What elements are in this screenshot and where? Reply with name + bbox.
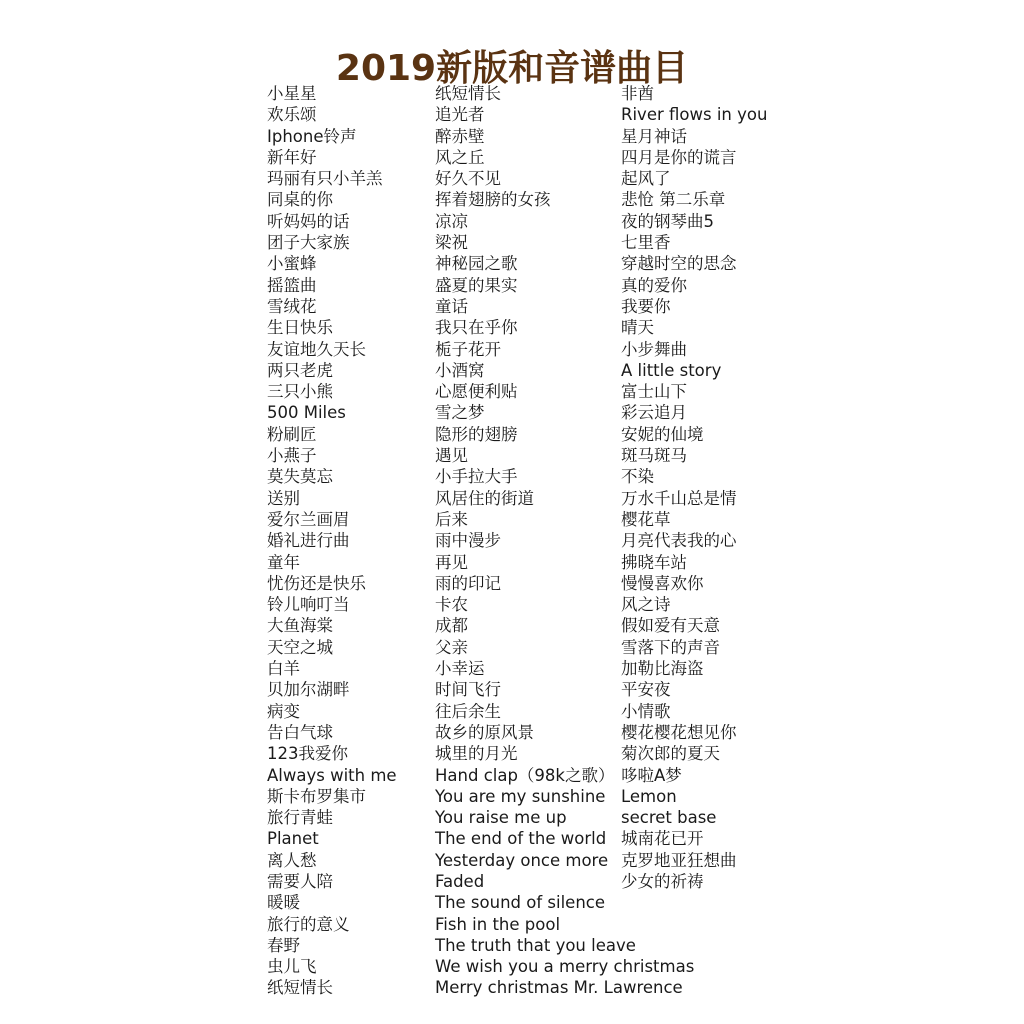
song-item: 斑马斑马: [621, 446, 687, 466]
song-item: 起风了: [621, 169, 671, 189]
song-item: 雪之梦: [435, 403, 485, 423]
song-item: 富士山下: [621, 382, 687, 402]
song-item: 旅行青蛙: [267, 808, 333, 828]
song-item: 城里的月光: [435, 744, 518, 764]
song-item: 斯卡布罗集市: [267, 786, 366, 806]
song-item: 告白气球: [267, 722, 333, 742]
song-item: 我要你: [621, 296, 671, 316]
song-item: 铃儿响叮当: [267, 595, 350, 615]
song-item: 好久不见: [435, 169, 501, 189]
song-item: 忧伤还是快乐: [267, 573, 366, 593]
song-item: 小步舞曲: [621, 339, 687, 359]
song-item: 克罗地亚狂想曲: [621, 850, 737, 870]
song-item: A little story: [621, 360, 722, 380]
song-item: 卡农: [435, 595, 468, 615]
song-item: 隐形的翅膀: [435, 424, 518, 444]
song-item: 加勒比海盗: [621, 659, 704, 679]
song-item: 小酒窝: [435, 360, 485, 380]
song-item: 粉刷匠: [267, 424, 317, 444]
song-item: 雪绒花: [267, 296, 317, 316]
song-item: 123我爱你: [267, 744, 348, 764]
song-item: 雨中漫步: [435, 531, 501, 551]
song-item: You are my sunshine: [435, 786, 606, 806]
song-item: 纸短情长: [267, 978, 333, 998]
song-item: 新年好: [267, 147, 317, 167]
song-item: 同桌的你: [267, 190, 333, 210]
song-item: 童话: [435, 296, 468, 316]
song-item: 哆啦A梦: [621, 765, 682, 785]
song-item: 我只在乎你: [435, 318, 518, 338]
song-item: You raise me up: [435, 808, 567, 828]
song-item: 暖暖: [267, 893, 300, 913]
song-item: 童年: [267, 552, 300, 572]
song-item: 离人愁: [267, 850, 317, 870]
song-item: Always with me: [267, 765, 397, 785]
song-item: 故乡的原风景: [435, 722, 534, 742]
song-item: 盛夏的果实: [435, 275, 518, 295]
song-item: 彩云追月: [621, 403, 687, 423]
song-item: 星月神话: [621, 126, 687, 146]
song-item: 贝加尔湖畔: [267, 680, 350, 700]
song-item: 春野: [267, 935, 300, 955]
song-item: 夜的钢琴曲5: [621, 211, 714, 231]
song-item: 雪落下的声音: [621, 637, 720, 657]
song-item: 小燕子: [267, 446, 317, 466]
song-item: 风居住的街道: [435, 488, 534, 508]
song-item: 小蜜蜂: [267, 254, 317, 274]
song-item: secret base: [621, 808, 717, 828]
song-item: 欢乐颂: [267, 105, 317, 125]
song-item: 少女的祈祷: [621, 871, 704, 891]
song-item: 两只老虎: [267, 360, 333, 380]
song-item: 往后余生: [435, 701, 501, 721]
song-item: 凉凉: [435, 211, 468, 231]
song-item: 小星星: [267, 84, 317, 103]
song-item: The end of the world: [435, 829, 607, 849]
song-item: 虫儿飞: [267, 957, 317, 977]
song-item: 爱尔兰画眉: [267, 509, 350, 529]
song-item: 摇篮曲: [267, 275, 317, 295]
song-item: 时间飞行: [435, 680, 501, 700]
song-item: 风之诗: [621, 595, 671, 615]
song-item: Hand clap（98k之歌）: [435, 765, 615, 785]
song-column-1: [267, 83, 397, 999]
song-item: Fish in the pool: [435, 914, 561, 934]
song-item: 玛丽有只小羊羔: [267, 169, 383, 189]
song-item: 平安夜: [621, 680, 671, 700]
song-item: 天空之城: [267, 637, 333, 657]
song-item: 遇见: [435, 446, 468, 466]
song-item: 真的爱你: [621, 275, 687, 295]
song-item: The truth that you leave: [435, 935, 636, 955]
song-item: 非酋: [621, 84, 654, 103]
song-item: 菊次郎的夏天: [621, 744, 720, 764]
song-item: 再见: [435, 552, 468, 572]
song-item: 月亮代表我的心: [621, 531, 737, 551]
song-item: 栀子花开: [435, 339, 501, 359]
song-item: Lemon: [621, 786, 677, 806]
song-item: 大鱼海棠: [267, 616, 333, 636]
song-item: 万水千山总是情: [621, 488, 737, 508]
song-item: 病变: [267, 701, 300, 721]
song-item: 雨的印记: [435, 573, 501, 593]
song-item: Merry christmas Mr. Lawrence: [435, 978, 683, 998]
song-item: 不染: [621, 467, 654, 487]
song-item: 醉赤壁: [435, 126, 485, 146]
song-item: 梁祝: [435, 233, 468, 253]
song-item: 莫失莫忘: [267, 467, 333, 487]
song-item: 四月是你的谎言: [621, 147, 737, 167]
song-item: 成都: [435, 616, 468, 636]
song-item: 团子大家族: [267, 233, 350, 253]
page-title: 2019新版和音谱曲目: [335, 48, 689, 90]
song-item: 生日快乐: [267, 318, 333, 338]
song-item: 风之丘: [435, 147, 485, 167]
song-item: 悲怆 第二乐章: [621, 190, 726, 210]
song-item: 追光者: [435, 105, 485, 125]
song-item: 500 Miles: [267, 403, 346, 423]
song-item: 慢慢喜欢你: [621, 573, 704, 593]
song-item: 心愿便利贴: [435, 382, 518, 402]
song-item: River flows in you: [621, 105, 768, 125]
song-item: 小幸运: [435, 659, 485, 679]
song-item: Yesterday once more: [435, 850, 609, 870]
song-item: 安妮的仙境: [621, 424, 704, 444]
song-item: Iphone铃声: [267, 126, 357, 146]
song-item: 晴天: [621, 318, 654, 338]
song-item: Faded: [435, 871, 485, 891]
song-item: 七里香: [621, 233, 671, 253]
song-item: 假如爱有天意: [621, 616, 720, 636]
song-column-3: [621, 83, 767, 892]
song-item: 纸短情长: [435, 84, 501, 103]
song-item: The sound of silence: [435, 893, 606, 913]
song-item: 送别: [267, 488, 300, 508]
song-item: 后来: [435, 509, 468, 529]
song-item: 父亲: [435, 637, 468, 657]
song-item: 樱花樱花想见你: [621, 722, 737, 742]
song-item: 友谊地久天长: [267, 339, 366, 359]
song-item: We wish you a merry christmas: [435, 957, 695, 977]
song-item: 需要人陪: [267, 871, 333, 891]
song-item: 拂晓车站: [621, 552, 687, 572]
song-item: 挥着翅膀的女孩: [435, 190, 551, 210]
song-item: 听妈妈的话: [267, 211, 350, 231]
song-item: 城南花已开: [621, 829, 704, 849]
song-item: 穿越时空的思念: [621, 254, 737, 274]
song-item: 神秘园之歌: [435, 254, 518, 274]
song-item: 白羊: [267, 659, 300, 679]
song-item: Planet: [267, 829, 319, 849]
song-item: 婚礼进行曲: [267, 531, 350, 551]
song-item: 三只小熊: [267, 382, 333, 402]
song-item: 樱花草: [621, 509, 671, 529]
song-item: 小手拉大手: [435, 467, 518, 487]
song-item: 旅行的意义: [267, 914, 350, 934]
song-item: 小情歌: [621, 701, 671, 721]
